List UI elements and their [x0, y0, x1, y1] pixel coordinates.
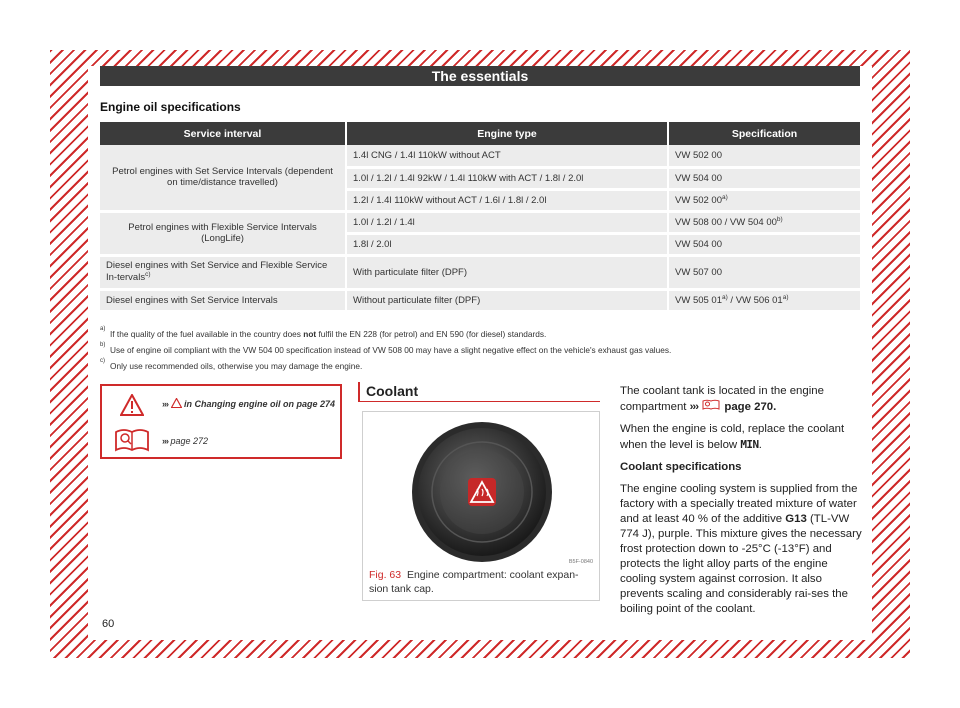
footnote — [100, 342, 860, 355]
footnote — [100, 358, 860, 371]
engine-cell: 1.0l / 1.2l / 1.4l 92kW / 1.4l 110kW with ACT / 1.8l / 2.0l — [346, 167, 668, 189]
page-reference[interactable] — [162, 436, 208, 446]
coolant-figure — [362, 411, 600, 601]
service-cell: Petrol engines with Flexible Service Intervals (LongLife) — [100, 211, 346, 255]
paragraph-text: The coolant tank is located in the engine compartment — [620, 385, 824, 413]
table-row — [100, 211, 860, 233]
chapter-banner — [100, 66, 860, 86]
engine-cell: 1.0l / 1.2l / 1.4l — [346, 211, 668, 233]
open-book-icon — [701, 399, 721, 411]
engine-cell: Without particulate filter (DPF) — [346, 289, 668, 311]
spec-value: VW 502 00 — [675, 195, 722, 207]
table-row — [100, 145, 860, 167]
service-cell: Petrol engines with Set Service Intervals (dependent on time/distance travelled) — [100, 145, 346, 211]
column-header: Specification — [668, 122, 860, 145]
engine-cell: 1.2l / 1.4l 110kW without ACT / 1.6l / 1.8l / 2.0l — [346, 189, 668, 211]
page-ref-text: page 272 — [170, 436, 209, 446]
coolant-title-accent — [358, 382, 360, 402]
paragraph-text: (TL-VW 774 J), purple. This mixture gives the necessary frost protection down to -25°C (-13°F) and protects the light alloy parts of the engine cooling system against corrosion. It also prevents scaling and considerably rai-ses the boiling point of the coolant. — [620, 513, 862, 615]
open-book-icon — [112, 426, 152, 454]
chevron-icon: ››› — [162, 399, 168, 409]
service-cell — [100, 255, 346, 289]
subheading: Coolant specifications — [620, 461, 742, 473]
coolant-cap-image — [369, 416, 595, 564]
spec-cell: VW 504 00 — [668, 167, 860, 189]
service-cell: Diesel engines with Set Service Intervals — [100, 289, 346, 311]
spec-cell: VW 507 00 — [668, 255, 860, 289]
figure-caption-text: Engine compartment: coolant expan-sion tank cap. — [369, 569, 579, 595]
paragraph — [620, 384, 862, 415]
paragraph-text: The engine cooling system is supplied from the factory with a specially treated mixture of water and at least 40 % of the additive — [620, 483, 858, 525]
spec-cell — [668, 289, 860, 311]
figure-number: Fig. 63 — [369, 569, 402, 581]
warning-triangle-icon — [120, 394, 144, 416]
oil-spec-table — [100, 122, 860, 313]
engine-cell: 1.4l CNG / 1.4l 110kW without ACT — [346, 145, 668, 167]
engine-cell: 1.8l / 2.0l — [346, 233, 668, 255]
additive-name: G13 — [785, 513, 807, 525]
paragraph-text: . — [758, 439, 762, 451]
engine-cell: With particulate filter (DPF) — [346, 255, 668, 289]
footnote-mark: c) — [100, 358, 105, 364]
footnote-text: Use of engine oil compliant with the VW 504 00 specification instead of VW 508 00 may have a slight negative effect on the vehicle's exhaust gas values. — [110, 345, 672, 355]
page-number: 60 — [102, 618, 115, 630]
spec-cell — [668, 211, 860, 233]
warning-box — [100, 384, 342, 459]
page-ref-text[interactable]: page 270. — [721, 401, 777, 413]
spec-cell — [668, 189, 860, 211]
spec-value: / VW 506 01 — [727, 295, 783, 307]
column-header: Engine type — [346, 122, 668, 145]
table-row — [100, 255, 860, 289]
table-row — [100, 289, 860, 311]
warning-reference[interactable] — [162, 398, 335, 409]
footnote-text: If the quality of the fuel available in the country does — [110, 329, 304, 339]
figure-caption — [369, 568, 595, 596]
footnote-mark: b) — [100, 342, 106, 348]
coolant-heading: Coolant — [366, 383, 419, 399]
chevron-icon: ››› — [162, 436, 168, 446]
figure-code: B5F-0840 — [568, 559, 593, 565]
manual-page — [88, 66, 872, 640]
footnote-text: Only use recommended oils, otherwise you may damage the engine. — [110, 361, 363, 371]
footnote-ref: b) — [776, 215, 783, 223]
footnote-ref: a) — [722, 193, 728, 201]
service-value: Diesel engines with Set Service and Flexible Service In-tervals — [106, 260, 328, 284]
paragraph — [620, 482, 862, 617]
footnote-text: fulfil the EN 228 (for petrol) and EN 590 (for diesel) standards. — [316, 329, 547, 339]
spec-value: VW 505 01 — [675, 295, 722, 307]
chapter-title: The essentials — [431, 68, 529, 84]
chevron-icon: ››› — [689, 401, 699, 413]
footnote — [100, 326, 860, 339]
warning-ref-text: in Changing engine oil on page 274 — [184, 399, 336, 409]
footnote-ref: a) — [782, 293, 789, 301]
footnote-mark: a) — [100, 326, 106, 332]
footnotes — [100, 326, 860, 377]
paragraph — [620, 422, 862, 453]
spec-cell: VW 502 00 — [668, 145, 860, 167]
footnote-ref: a) — [722, 293, 728, 301]
paragraph-text: When the engine is cold, replace the coolant when the level is below — [620, 423, 845, 451]
table-header-row — [100, 122, 860, 145]
spec-cell: VW 504 00 — [668, 233, 860, 255]
min-mark-icon: MIN — [740, 438, 759, 451]
warning-small-icon — [171, 398, 182, 408]
footnote-ref: c) — [145, 271, 151, 279]
footnote-bold: not — [303, 329, 317, 339]
section-title: Engine oil specifications — [100, 100, 241, 114]
column-header: Service interval — [100, 122, 346, 145]
spec-value: VW 508 00 / VW 504 00 — [675, 217, 777, 229]
coolant-body-text — [620, 384, 862, 624]
